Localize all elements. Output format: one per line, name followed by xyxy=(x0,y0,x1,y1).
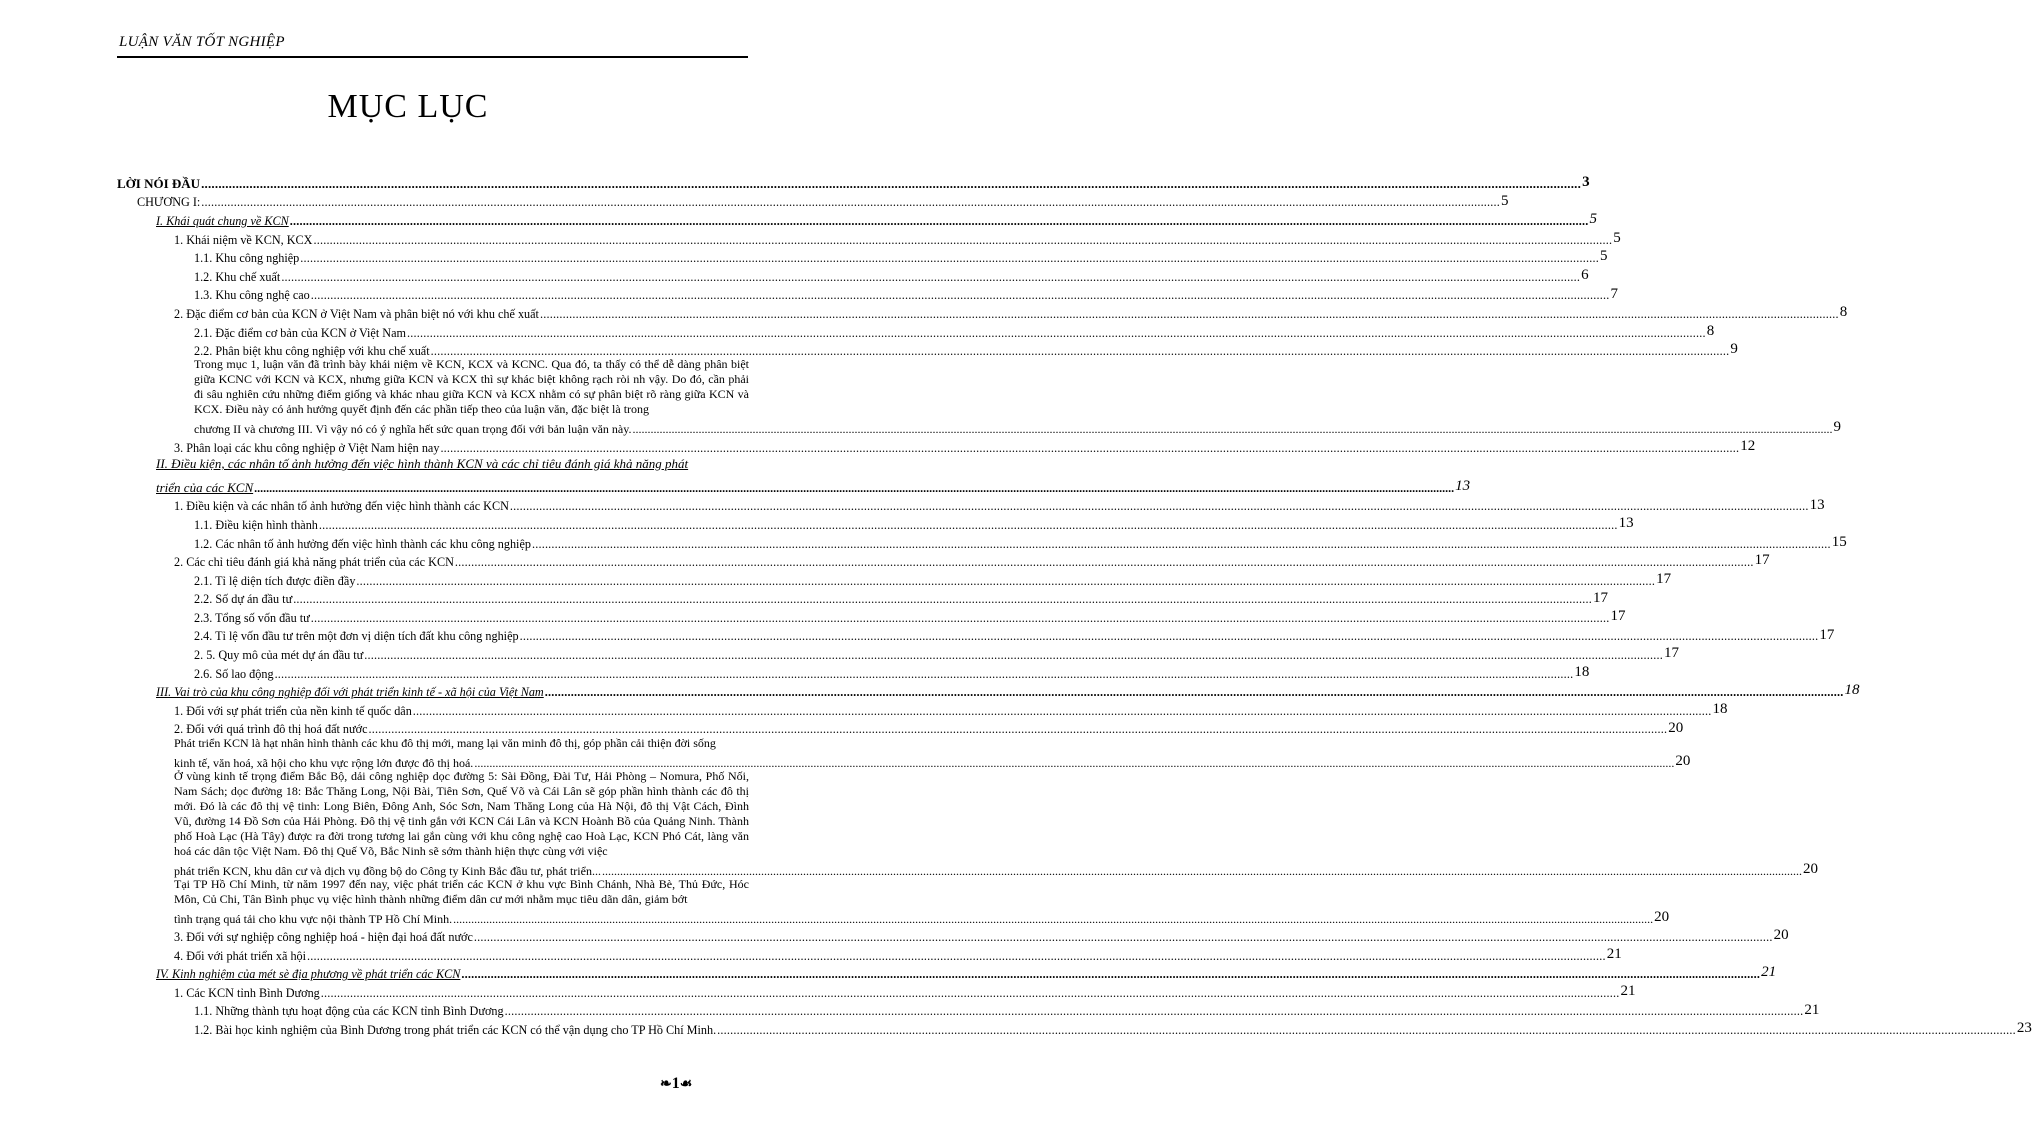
dot-leader: ................................................................................................................................................................................................................................................................................................................................................................................................................ xyxy=(601,863,1802,878)
page-number: 1 xyxy=(671,1075,680,1092)
dot-leader: ................................................................................................................................................................................................................................................................................................................................................................................................................ xyxy=(274,666,1574,681)
toc-entry[interactable] xyxy=(117,513,1634,532)
toc-entry-label: 1. Khái niệm về KCN, KCX xyxy=(174,232,313,247)
toc-paragraph-last-line: kinh tế, văn hoá, xã hội cho khu vực rộng lớn được đô thị hoá. xyxy=(174,755,474,770)
toc-entry[interactable] xyxy=(117,339,1738,359)
toc-entry[interactable] xyxy=(117,587,1608,607)
toc-entry-label: 1.1. Những thành tựu hoạt động của các KCN tỉnh Bình Dương xyxy=(194,1004,504,1019)
toc-entry[interactable] xyxy=(117,283,1619,303)
toc-entry[interactable] xyxy=(117,606,1626,625)
toc-entry-page: 18 xyxy=(1844,682,1860,699)
running-title: LUẬN VĂN TỐT NGHIỆP xyxy=(119,34,285,50)
dot-leader: ................................................................................................................................................................................................................................................................................................................................................................................................................ xyxy=(310,288,1610,303)
toc-entry[interactable] xyxy=(117,925,1789,945)
dot-leader: ................................................................................................................................................................................................................................................................................................................................................................................................................ xyxy=(412,703,1712,718)
toc-entry-page: 8 xyxy=(1706,322,1715,339)
dot-leader: ................................................................................................................................................................................................................................................................................................................................................................................................................ xyxy=(201,195,1501,210)
toc-entry-page: 20 xyxy=(1654,908,1670,925)
toc-paragraph-text: Phát triển KCN là hạt nhân hình thành các khu đô thị mới, mang lại văn minh đô thị, góp phần cải thiện đời sống xyxy=(174,735,716,750)
left-ornament-icon: ❧ xyxy=(660,1077,672,1092)
toc-entry-page: 5 xyxy=(1501,192,1509,209)
toc-entry-page: 21 xyxy=(1804,1001,1820,1018)
dot-leader: ................................................................................................................................................................................................................................................................................................................................................................................................................ xyxy=(519,629,1819,644)
dot-leader: ................................................................................................................................................................................................................................................................................................................................................................................................................ xyxy=(313,232,1613,247)
toc-entry[interactable] xyxy=(117,568,1672,588)
toc-entry-page: 23 xyxy=(2016,1020,2032,1037)
running-header xyxy=(117,34,748,58)
toc-entry-label: I. Khái quát chung về KCN xyxy=(156,213,289,228)
toc-paragraph-text: Trong mục 1, luận văn đã trình bày khái niệm về KCN, KCX và KCNC. Qua đó, ta thấy có thể dễ dàng phân biệt giữa KCNC với KCN và KCX, nhưng giữa KCN và KCX thì sự khác biệt không rạch ròi nh vậy. Do đó, cần phải đi sâu nghiên cứu những điểm giống và khác nhau giữa KCN và KCX nhằm có sự phân biệt rõ ràng giữa KCN và KCX. Điều này có ảnh hưởng quyết định đến các phần tiếp theo của luận văn, đặc biệt là trong xyxy=(194,357,749,417)
toc-paragraph-last-line: chương II và chương III. Vì vậy nó có ý nghĩa hết sức quan trọng đối với bản luận văn này. xyxy=(194,422,632,437)
toc-entry-page: 9 xyxy=(1833,419,1841,436)
toc-entry[interactable] xyxy=(117,209,1597,228)
dot-leader: ................................................................................................................................................................................................................................................................................................................................................................................................................ xyxy=(364,648,1663,663)
toc-entry-label: 2.1. Đặc điểm cơ bản của KCN ở Việt Nam xyxy=(194,325,406,340)
toc-entry-label: 2.2. Số dự án đầu tư xyxy=(194,592,293,607)
toc-entry-label: 1.3. Khu công nghệ cao xyxy=(194,288,310,303)
toc-entry[interactable] xyxy=(117,435,1756,455)
toc-paragraph-text: Ở vùng kinh tế trọng điểm Bắc Bộ, dải công nghiệp dọc đường 5: Sài Đồng, Đài Tư, Hải Phòng – Nomura, Phố Nối, Nam Sách; dọc đường 18: Bắc Thăng Long, Nội Bài, Tiên Sơn, Quế Võ và Cái Lân sẽ góp phần hình thành các đô thị mới. Đó là các đô thị vệ tinh: Long Biên, Đông Anh, Sóc Sơn, Nam Thăng Long của Hà Nội, đô thị Vật Cách, Đình Vũ, đường 14 Đồ Sơn của Hải Phòng. Đô thị vệ tinh gắn với KCN Cái Lân và KCN Hoành Bồ của Quảng Ninh. Thành phố Hoà Lạc (Hà Tây) được ra đời trong tương lai gắn cùng với khu công nghệ cao Hoà Lạc, KCN Phó Cát, làng văn hoá các dân tộc Việt Nam. Đô thị Quế Võ, Bắc Ninh sẽ sớm thành hiện thực cùng với việc xyxy=(174,768,749,858)
toc-entry[interactable] xyxy=(117,980,1636,1000)
page-title: MỤC LỤC xyxy=(327,88,489,125)
toc-entry-label: 1.2. Khu chế xuất xyxy=(194,269,281,284)
right-ornament-icon: ☙ xyxy=(679,1077,693,1092)
dot-leader: ................................................................................................................................................................................................................................................................................................................................................................................................................ xyxy=(307,948,1606,963)
toc-entry-page: 13 xyxy=(1618,515,1634,532)
toc-entry[interactable] xyxy=(117,227,1621,247)
toc-entry-page: 5 xyxy=(1589,211,1597,228)
toc-entry-label: 2.3. Tổng số vốn đầu tư xyxy=(194,610,310,625)
toc-entry-label: 2. 5. Quy mô của mét dự án đầu tư xyxy=(194,648,364,663)
dot-leader: ................................................................................................................................................................................................................................................................................................................................................................................................................ xyxy=(310,610,1610,625)
toc-entry-page: 5 xyxy=(1613,229,1621,246)
dot-leader: ................................................................................................................................................................................................................................................................................................................................................................................................................ xyxy=(454,555,1754,570)
dot-leader: ................................................................................................................................................................................................................................................................................................................................................................................................................ xyxy=(300,251,1600,266)
toc-paragraph-entry[interactable] xyxy=(117,735,1691,770)
toc-entry-label: 4. Đối với phát triển xã hội xyxy=(174,948,307,963)
dot-leader: ................................................................................................................................................................................................................................................................................................................................................................................................................ xyxy=(544,685,1844,700)
dot-leader: ................................................................................................................................................................................................................................................................................................................................................................................................................ xyxy=(453,911,1654,926)
toc-entry-label: CHƯƠNG I: xyxy=(137,195,201,210)
toc-entry-page: 17 xyxy=(1664,645,1679,662)
toc-entry-label: 2. Đặc điểm cơ bản của KCN ở Việt Nam và phân biệt nó với khu chế xuất xyxy=(174,306,539,321)
toc-entry-page: 8 xyxy=(1839,304,1848,321)
toc-entry-page: 15 xyxy=(1831,533,1847,550)
toc-entry-page: 17 xyxy=(1592,589,1608,606)
toc-entry[interactable] xyxy=(117,320,1715,340)
toc-entry-page: 17 xyxy=(1656,570,1672,587)
toc-entry-label: 1.2. Bài học kinh nghiệm của Bình Dương trong phát triển các KCN có thể vận dụng cho TP Hồ Chí Minh. xyxy=(194,1023,717,1038)
dot-leader: ................................................................................................................................................................................................................................................................................................................................................................................................................ xyxy=(368,722,1668,737)
toc-entry-label: 1. Đối với sự phát triển của nền kinh tế quốc dân xyxy=(174,703,412,718)
toc-entry-label: 3. Phân loại các khu công nghiệp ở Việt Nam hiện nay xyxy=(174,440,440,455)
toc-entry-label: 2.1. Tỉ lệ diện tích được điền đầy xyxy=(194,573,356,588)
toc-entry[interactable] xyxy=(117,246,1608,266)
toc-paragraph-last-line: triển của các KCN xyxy=(156,479,254,495)
toc-entry-label: 2.2. Phân biệt khu công nghiệp với khu chế xuất xyxy=(194,344,430,359)
toc-paragraph-text: II. Điều kiện, các nhân tố ảnh hưởng đến việc hình thành KCN và các chỉ tiêu đánh giá khả năng phát xyxy=(156,455,689,471)
dot-leader: ................................................................................................................................................................................................................................................................................................................................................................................................................ xyxy=(320,985,1620,1000)
toc-entry-label: 1.1. Khu công nghiệp xyxy=(194,251,300,266)
dot-leader: ................................................................................................................................................................................................................................................................................................................................................................................................................ xyxy=(318,517,1618,532)
toc-entry-page: 20 xyxy=(1773,927,1789,944)
toc-entry-label: 1.2. Các nhân tố ảnh hưởng đến việc hình thành các khu công nghiệp xyxy=(194,536,531,551)
dot-leader: ................................................................................................................................................................................................................................................................................................................................................................................................................ xyxy=(717,1023,2016,1038)
toc-entry-page: 5 xyxy=(1600,248,1608,265)
toc-entry-label: 2.4. Tỉ lệ vốn đầu tư trên một đơn vị diện tích đất khu công nghiệp xyxy=(194,629,519,644)
toc-entry[interactable] xyxy=(117,531,1847,551)
toc-entry-page: 18 xyxy=(1574,663,1590,680)
toc-entry-page: 13 xyxy=(1809,496,1825,513)
toc-paragraph-entry[interactable] xyxy=(117,876,1670,926)
toc-entry[interactable] xyxy=(117,680,1860,700)
toc-entry[interactable] xyxy=(117,302,1848,321)
toc-entry-page: 6 xyxy=(1581,266,1589,283)
toc-entry-page: 17 xyxy=(1819,626,1835,643)
dot-leader: ................................................................................................................................................................................................................................................................................................................................................................................................................ xyxy=(473,930,1773,945)
toc-entry[interactable] xyxy=(117,717,1684,737)
dot-leader: ................................................................................................................................................................................................................................................................................................................................................................................................................ xyxy=(504,1004,1804,1019)
toc-entry[interactable] xyxy=(117,643,1679,663)
toc-paragraph-last-line: tình trạng quá tải cho khu vực nội thành TP Hồ Chí Minh. xyxy=(174,911,453,926)
toc-entry-page: 7 xyxy=(1610,285,1619,302)
toc-paragraph-text: Tại TP Hồ Chí Minh, từ năm 1997 đến nay, việc phát triển các KCN ở khu vực Bình Chánh, Nhà Bè, Thủ Đức, Hóc Môn, Củ Chi, Tân Bình phục vụ việc hình thành những điểm dân cư mới nhằm mục tiêu dãn dân, giảm bớt xyxy=(174,876,749,906)
dot-leader: ................................................................................................................................................................................................................................................................................................................................................................................................................ xyxy=(474,755,1675,770)
toc-paragraph-entry[interactable] xyxy=(117,768,1818,878)
toc-entry-page: 18 xyxy=(1712,701,1728,718)
toc-entry-page: 12 xyxy=(1740,437,1756,454)
toc-entry[interactable] xyxy=(117,264,1589,284)
toc-entry-label: 1. Điều kiện và các nhân tố ảnh hưởng đến việc hình thành các KCN xyxy=(174,499,509,514)
dot-leader: ................................................................................................................................................................................................................................................................................................................................................................................................................ xyxy=(632,422,1833,437)
dot-leader: ................................................................................................................................................................................................................................................................................................................................................................................................................ xyxy=(289,213,1589,228)
toc-entry-page: 20 xyxy=(1802,860,1818,877)
toc-entry-label: 1.1. Điều kiện hình thành xyxy=(194,517,318,532)
toc-entry[interactable] xyxy=(117,962,1777,982)
toc-entry-label: 2.6. Số lao động xyxy=(194,666,274,681)
toc-entry-page: 20 xyxy=(1668,719,1684,736)
dot-leader: ................................................................................................................................................................................................................................................................................................................................................................................................................ xyxy=(201,176,1582,191)
toc-entry[interactable] xyxy=(117,624,1835,644)
toc-entry-label: IV. Kinh nghiệm của mét sè địa phương về phát triển các KCN xyxy=(156,967,461,982)
dot-leader: ................................................................................................................................................................................................................................................................................................................................................................................................................ xyxy=(281,269,1581,284)
toc-entry-page: 17 xyxy=(1754,552,1770,569)
toc-entry-page: 21 xyxy=(1761,964,1777,981)
toc-entry[interactable] xyxy=(117,999,1820,1019)
toc-entry[interactable] xyxy=(117,698,1728,718)
toc-main-entry[interactable] xyxy=(117,166,1590,191)
dot-leader: ................................................................................................................................................................................................................................................................................................................................................................................................................ xyxy=(531,536,1831,551)
toc-entry-label: 3. Đối với sự nghiệp công nghiệp hoá - hiện đại hoá đất nước xyxy=(174,930,473,945)
toc-entry[interactable] xyxy=(117,661,1590,681)
toc-entry-page: 13 xyxy=(1455,477,1471,494)
dot-leader: ................................................................................................................................................................................................................................................................................................................................................................................................................ xyxy=(539,306,1839,321)
toc-entry-page: 3 xyxy=(1582,174,1590,190)
table-of-contents xyxy=(117,166,2032,1038)
toc-paragraph-entry[interactable] xyxy=(117,454,1471,495)
toc-entry-page: 20 xyxy=(1675,752,1691,769)
toc-entry-page: 9 xyxy=(1730,341,1738,358)
dot-leader: ................................................................................................................................................................................................................................................................................................................................................................................................................ xyxy=(461,967,1761,982)
dot-leader: ................................................................................................................................................................................................................................................................................................................................................................................................................ xyxy=(430,344,1730,359)
toc-paragraph-entry[interactable] xyxy=(117,357,1841,437)
toc-entry-page: 21 xyxy=(1620,983,1636,1000)
toc-entry[interactable] xyxy=(117,1018,2032,1038)
toc-entry[interactable] xyxy=(117,190,1509,210)
dot-leader: ................................................................................................................................................................................................................................................................................................................................................................................................................ xyxy=(254,480,1455,495)
toc-paragraph-last-line: phát triển KCN, khu dân cư và dịch vụ đồng bộ do Công ty Kinh Bắc đầu tư, phát triển... xyxy=(174,863,601,878)
toc-entry-label: 2. Các chỉ tiêu đánh giá khả năng phát triển của các KCN xyxy=(174,555,454,570)
toc-entry-label: 1. Các KCN tỉnh Bình Dương xyxy=(174,985,320,1000)
dot-leader: ................................................................................................................................................................................................................................................................................................................................................................................................................ xyxy=(509,499,1809,514)
toc-entry[interactable] xyxy=(117,943,1622,963)
toc-entry-page: 17 xyxy=(1610,608,1626,625)
toc-entry-page: 21 xyxy=(1606,945,1622,962)
toc-entry-label: 2. Đối với quá trình đô thị hoá đất nước xyxy=(174,722,368,737)
toc-entry-label: LỜI NÓI ĐẦU xyxy=(117,176,201,191)
dot-leader: ................................................................................................................................................................................................................................................................................................................................................................................................................ xyxy=(293,592,1592,607)
page-footer xyxy=(660,1075,692,1093)
dot-leader: ................................................................................................................................................................................................................................................................................................................................................................................................................ xyxy=(406,325,1706,340)
dot-leader: ................................................................................................................................................................................................................................................................................................................................................................................................................ xyxy=(440,440,1740,455)
toc-entry-label: III. Vai trò của khu công nghiệp đối với phát triển kinh tế - xã hội của Việt Nam xyxy=(156,685,544,700)
toc-entry[interactable] xyxy=(117,550,1770,570)
toc-entry[interactable] xyxy=(117,494,1825,514)
dot-leader: ................................................................................................................................................................................................................................................................................................................................................................................................................ xyxy=(356,573,1656,588)
